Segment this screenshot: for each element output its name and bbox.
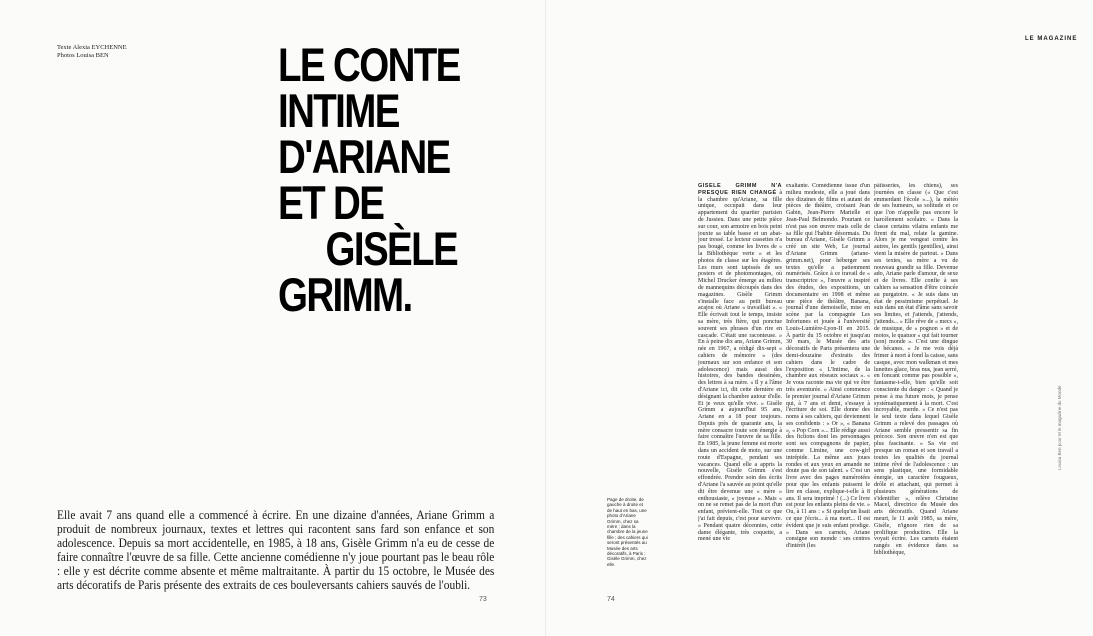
headline-line: GRIMM. [278, 268, 412, 321]
section-header: LE MAGAZINE [1025, 36, 1078, 42]
text-credit: Texte Alexia EYCHENNE [57, 44, 127, 51]
article-column-3 [874, 183, 958, 583]
headline-line: INTIME [278, 84, 399, 137]
photo-caption: Page de droite, de gauche à droite et de haut en bas, une photo d'Ariane Grimm, chez sa mère ; dans la chambre de la jeune fille ; des cahiers qui seront présentés au Musée des arts décoratifs, à Paris ; Gisèle Grimm, chez elle. [607, 497, 648, 567]
column-text: pâtisseries, les chiens), ses journées en classe (« Que c'est emmerdant l'école »...), la météo de ses humeurs, sa solitude et ce que l'on n'appelle pas encore le harcèlement scolaire. « Dans la classe certains vilains enfants me firent du mal, relate la gamine. Alors je me vengeai contre les autres, les gentils (gentilles), ainsi vient la misère de partout. » Dans ses textes, sa mère a vu de nouveau grandir sa fille. Devenue ado, Ariane parle d'amour, de sexe et de livres. Elle confie à ses cahiers sa sensation d'être coincée au purgatoire. « Je suis dans un état de pessimisme perpétuel. Je suis dans un état d'âme sans savoir ses limites, et j'attends, j'attends, j'attends... » Elle rêve de « mecs », de musique, de « pognon » et de motos, le quatuor « qui fait tourner (son) monde ». C'est une dingue de bécanes. « Je me vois déjà frimer à mort à fond la caisse, sans casque, avec mon walkman et mes lunettes glace, bras nus, jean serré, en foncant comme pas possible », fantasme-t-elle, bien qu'elle soit consciente du danger : « Quand je pense à ma future mots, je pense systématiquement à la mort. C'est incroyable, merde. » Ce n'est pas le seul texte dans lequel Gisèle Grimm a relevé des passages où Ariane semble pressentir sa fin précoce. Son œuvre n'en est que plus fascinante. « Sa vie est presque un roman et son travail a toutes les qualités du journal intime rêvé de l'adolescence : un sens plastique, une formidable énergie, un caractère fougueux, drôle et attachant, qui permet à plusieurs générations de s'identifier », relève Christine Macel, directrice du Musée des arts décoratifs. Quand Ariane meurt, le 11 août 1985, sa mère, Gisèle, n'ignore rien de sa prolifique production. Elle la voyait écrire. Les carnets étaient rangés en évidence dans sa bibliothèque, [874, 183, 958, 557]
article-column-2 [786, 183, 870, 583]
headline-line: LE CONTE [278, 38, 460, 91]
photo-credit: Photos Louisa BEN [57, 52, 109, 59]
intro-paragraph: Elle avait 7 ans quand elle a commencé à écrire. En une dizaine d'années, Ariane Grimm a produit de nombreux journaux, textes et lettres qui racontent sans fard son enfance et son adolescence. Depuis sa mort accidentelle, en 1985, à 18 ans, Gisèle Grimm n'a eu de cesse de faire connaître l'œuvre de sa fille. Cette ancienne comédienne n'y joue pourtant pas le beau rôle : elle y est décrite comme absente et même maltraitante. À partir du 15 octobre, le Musée des arts décoratifs de Paris présente des extraits de ces bouleversants cahiers sauvés de l'oubli. [57, 507, 495, 592]
headline-line: GISÈLE [325, 222, 458, 275]
credits [57, 44, 127, 60]
page-number-left: 73 [479, 596, 487, 603]
article-column-4 [962, 183, 1046, 583]
article-column-1 [698, 183, 782, 583]
column-text: exaltante. Comédienne issue d'un milieu modeste, elle a joué dans des dizaines de films et autant de pièces de théâtre, croisant Jean Gabin, Jean-Pierre Marielle et Jean-Paul Belmondo. Pourtant ce n'est pas son œuvre mais celle de sa fille qui l'habite désormais. Du bureau d'Ariane, Gisèle Grimm a créé un site Web, Le journal d'Ariane Grimm (ariane-grimm.net), pour héberger ses textes qu'elle a patiemment numérisés. Grâce à ce travail de « transcriptrice », l'œuvre a inspiré des études, des expositions, un documentaire en 1998 et même une pièce de théâtre, Banana, journal d'une demoiselle, mise en scène par la compagnie Les Infortunes et jouée à l'université Louis-Lumière-Lyon-II en 2015. À partir du 15 octobre et jusqu'au 30 mars, le Musée des arts décoratifs de Paris présentera une demi-douzaine d'extraits des cahiers dans le cadre de l'exposition « L'Intime, de la chambre aux réseaux sociaux ». « Je vous raconte ma vie qui ve être très aventurée. » Ainsi commence le premier journal d'Ariane Grimm qui, à 7 ans et demi, s'essaye à l'écriture de soi. Elle donne des noms à ses cahiers, qui deviennent ses confidents : « Or », « Banana », « Pop Corn »... Elle rédige aussi des fictions dont les personnages sont ses compagnons de papier, comme Limine, une cow-girl intrépide. La même aux joues rondes et aux yeux en amande ne doute pas de son talent. « C'est un livre avec des pages numérotées pour que les enfants puissent le lire en classe, explique-t-elle à 8 ans. Il sera imprimé ! (...) Ce livre est pour les enfants pleins de vie. » Ou, à 11 ans : « Si quelqu'un lisait ce que j'écris... à ma mort... Il est évident que je suis enfant prodige. » Dans ses carnets, Ariane consigne son monde : ses centres d'intérêt (les [786, 183, 870, 550]
headline-line: ET DE [278, 176, 384, 229]
headline-line: D'ARIANE [278, 130, 450, 183]
left-page [0, 0, 546, 636]
page-number-right: 74 [607, 596, 615, 603]
column-text: à la chambre qu'Ariane, sa fille unique, occupait dans leur appartement du quartier parisien de Jussieu. Dans une petite pièce sur cour, son armoire en bois peint jouxte sa table basse et un abat-jour tressé. Le lecteur cassettes n'a pas bougé, comme les livres de « la Bibliothèque verte » et les photos de classe sur les étagères. Les murs sont tapissés de ses posters et de photomontages, où Michel Drucker émerge au milieu de mannequins découpés dans des magazines. Gisèle Grimm s'installe face au petit bureau acajou où Ariane « travaillait ». « Elle écrivait tout le temps, insiste sa mère, très fière, qui ponctue souvent ses phrases d'un rire en cascade. C'était une raconteuse. » En à peine dix ans, Ariane Grimm, née en 1967, a rédigé dix-sept « cahiers de mémoire » (des journaux sur son enfance et son adolescence) mais aussi des histoires, des bandes dessinées, des lettres à sa mère. « Il y a l'âme d'Ariane ici, dit cette dernière en désignant la chambre autour d'elle. Et je veux qu'elle vive. » Gisèle Grimm a aujourd'hui 95 ans, Ariane en a 18 pour toujours. Depuis près de quarante ans, la mère consacre toute son énergie à faire connaître l'œuvre de sa fille. En 1985, la jeune femme est morte dans un accident de moto, sur une route d'Espagne, pendant ses vacances. Quand elle a appris la nouvelle, Gisèle Grimm s'est effondrée. Prendre soin des écrits d'Ariane l'a sauvée au point qu'elle dit être devenue une « mère » enthousiaste, « joyeuse ». Mais « on ne se remet pas de la mort d'un enfant, prévient-elle. Tout ce que j'ai fait depuis, c'est pour survivre. » Pendant quatre décennies, cette dame élégante, très coquette, a mené une vie [698, 189, 782, 543]
lead-in: GISÈLE GRIMM N'A PRESQUE RIEN CHANGÉ [698, 183, 782, 196]
vertical-credit: Louisa Ben pour M le magazine du Monde [1057, 385, 1062, 470]
headline [278, 38, 475, 321]
